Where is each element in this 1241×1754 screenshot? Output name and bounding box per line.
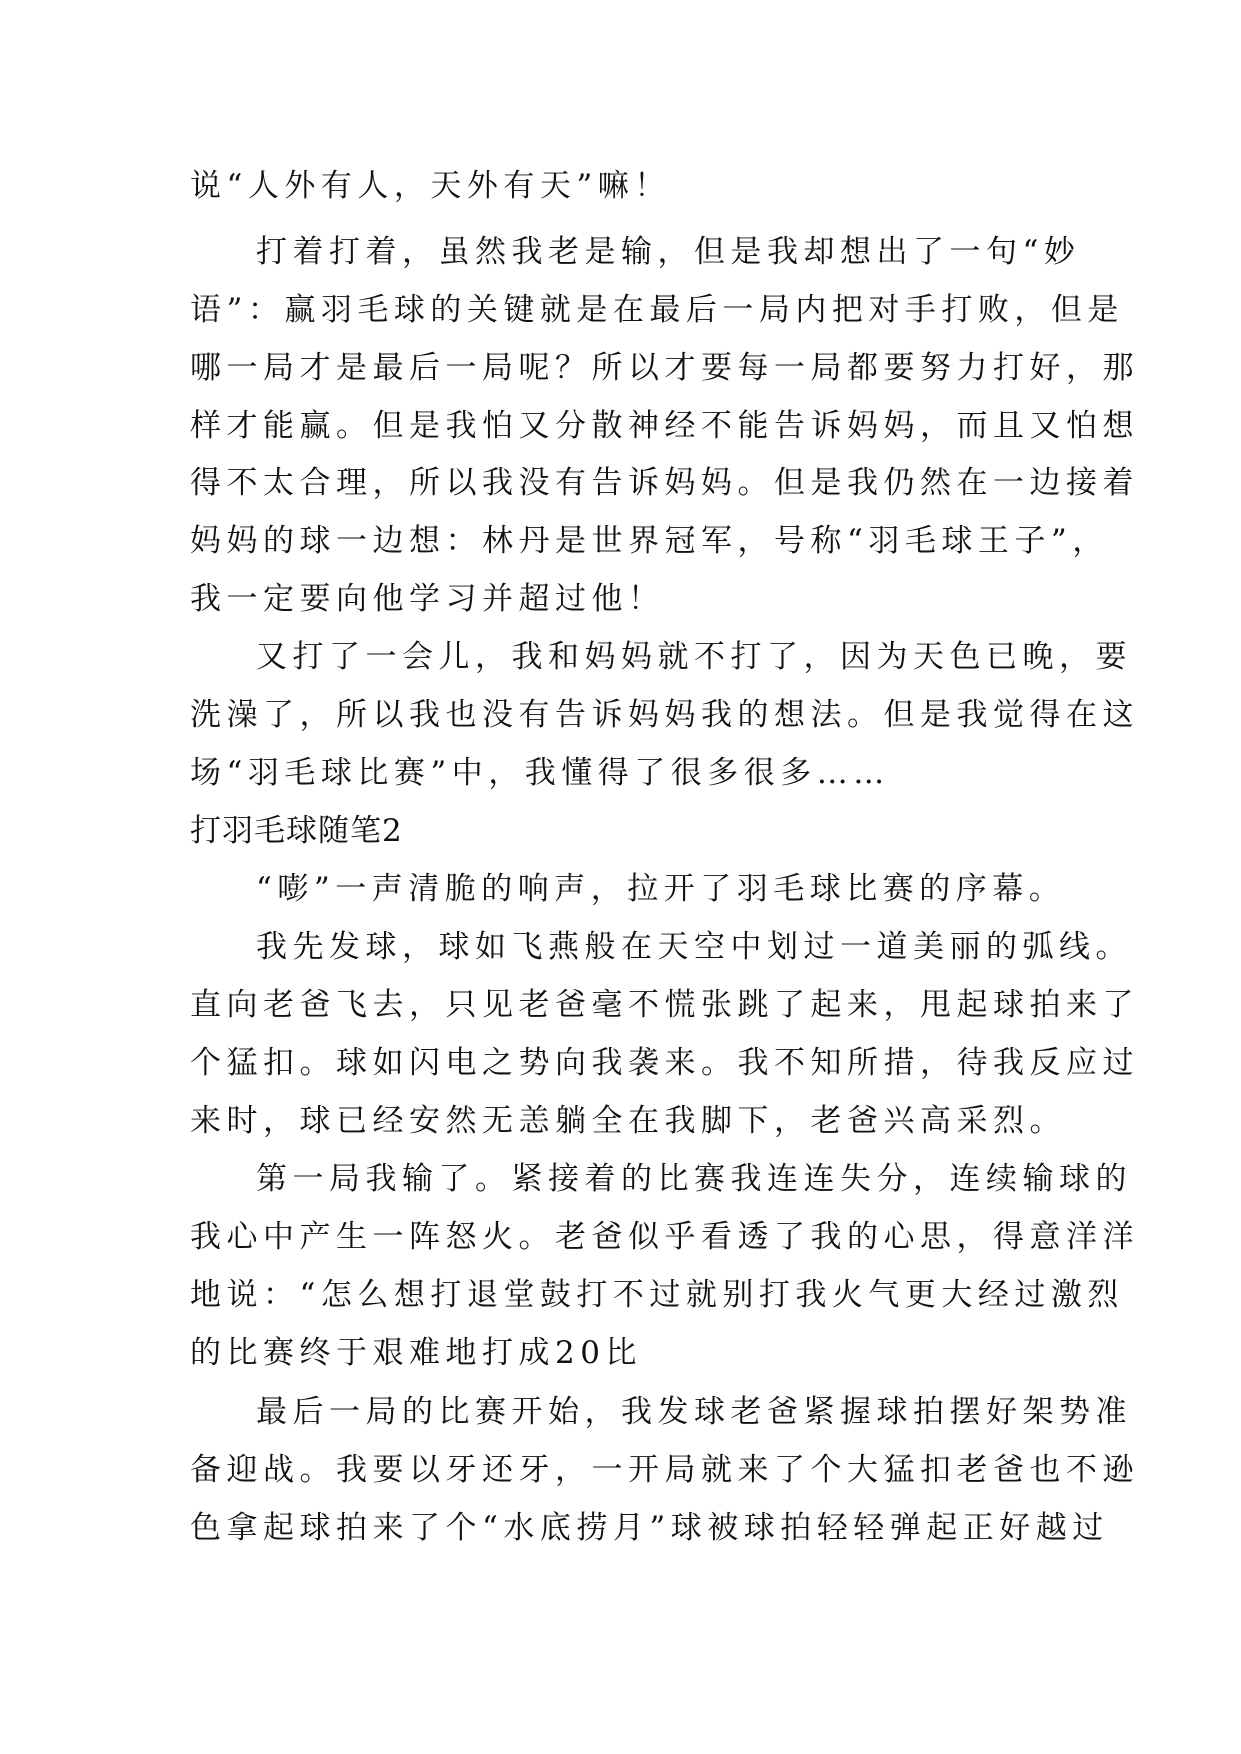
paragraph-line: 说“人外有人，天外有天”嘛！	[190, 168, 671, 204]
paragraph-line: 我心中产生一阵怒火。老爸似乎看透了我的心思，得意洋洋	[190, 1219, 1139, 1255]
paragraph-line: 我一定要向他学习并超过他！	[190, 581, 665, 617]
paragraph-line: 打着打着，虽然我老是输，但是我却想出了一句“妙	[256, 234, 1081, 270]
paragraph-line: 哪一局才是最后一局呢？所以才要每一局都要努力打好，那	[190, 350, 1139, 386]
paragraph-line: 地说：“怎么想打退堂鼓打不过就别打我火气更大经过激烈	[190, 1277, 1124, 1313]
paragraph-line: 样才能赢。但是我怕又分散神经不能告诉妈妈，而且又怕想	[190, 408, 1139, 444]
paragraph-line: 又打了一会儿，我和妈妈就不打了，因为天色已晚，要	[256, 639, 1132, 675]
paragraph-line: 最后一局的比赛开始，我发球老爸紧握球拍摆好架势准	[256, 1394, 1132, 1430]
paragraph-line: 来时，球已经安然无恙躺全在我脚下，老爸兴高采烈。	[190, 1103, 1066, 1139]
paragraph-line: 妈妈的球一边想：林丹是世界冠军，号称“羽毛球王子”，	[190, 523, 1109, 559]
paragraph-line: 直向老爸飞去，只见老爸毫不慌张跳了起来，甩起球拍来了	[190, 987, 1139, 1023]
paragraph-line: “嘭”一声清脆的响声，拉开了羽毛球比赛的序幕。	[256, 871, 1066, 907]
paragraph-line: 语”：赢羽毛球的关键就是在最后一局内把对手打败，但是	[190, 292, 1124, 328]
paragraph-line: 色拿起球拍来了个“水底捞月”球被球拍轻轻弹起正好越过	[190, 1510, 1109, 1546]
paragraph-line: 洗澡了，所以我也没有告诉妈妈我的想法。但是我觉得在这	[190, 697, 1139, 733]
paragraph-line: 备迎战。我要以牙还牙，一开局就来了个大猛扣老爸也不逊	[190, 1452, 1139, 1488]
paragraph-line: 第一局我输了。紧接着的比赛我连连失分，连续输球的	[256, 1161, 1132, 1197]
paragraph-line: 场“羽毛球比赛”中，我懂得了很多很多……	[190, 755, 890, 791]
section-title: 打羽毛球随笔2	[190, 813, 403, 849]
paragraph-line: 个猛扣。球如闪电之势向我袭来。我不知所措，待我反应过	[190, 1045, 1139, 1081]
paragraph-line: 得不太合理，所以我没有告诉妈妈。但是我仍然在一边接着	[190, 465, 1139, 501]
paragraph-line: 的比赛终于艰难地打成20比	[190, 1335, 642, 1371]
paragraph-line: 我先发球，球如飞燕般在天空中划过一道美丽的弧线。	[256, 929, 1132, 965]
